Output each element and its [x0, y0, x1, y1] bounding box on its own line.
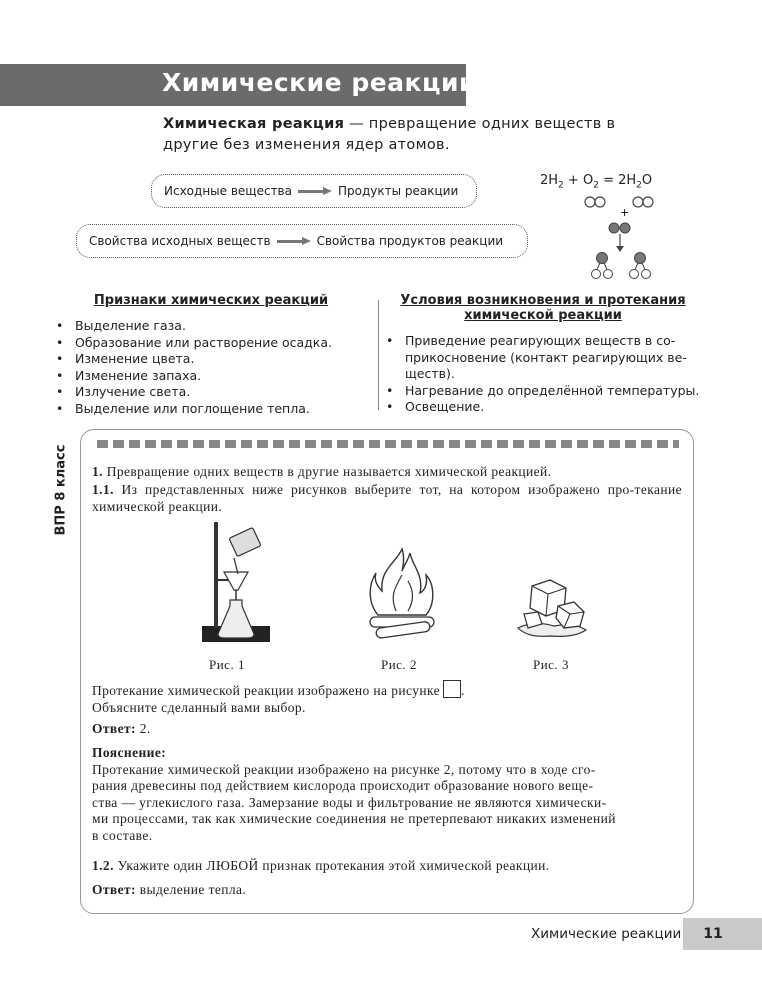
scheme-to: Свойства продуктов реакции: [316, 234, 504, 248]
definition-term: Химическая реакция: [163, 116, 345, 132]
dashed-divider: [97, 440, 679, 448]
list-item: • Образование или растворение осадка.: [50, 335, 370, 352]
list-item: • Выделение газа.: [50, 318, 370, 335]
h2-molecules-icon: [585, 197, 653, 207]
column-divider: [378, 300, 379, 410]
water-molecule-icon: [592, 253, 613, 279]
explanation-line: ми процессами, так как химические соединения не претерпевают никаких изменений: [92, 811, 616, 826]
question-1: 1. Превращение одних веществ в другие называется химической реакцией.: [92, 464, 552, 479]
question-1-1: 1.1. Из представленных ниже рисунков выберите тот, на котором изображено про-текание химической реакции.: [92, 482, 682, 514]
list-item: • Изменение цвета.: [50, 351, 370, 368]
arrow-right-icon: [277, 237, 311, 245]
scheme-row-properties: [76, 224, 528, 258]
explanation-line: в составе.: [92, 827, 153, 843]
side-label: ВПР 8 класс: [53, 444, 69, 536]
signs-list: [50, 318, 370, 418]
page-number: 11: [703, 926, 723, 942]
molecule-diagram: [580, 192, 670, 288]
arrow-right-icon: [298, 187, 332, 195]
definition-text: — превращение одних веществ в другие без изменения ядер атомов.: [163, 116, 616, 153]
ice-cubes-icon: [514, 572, 590, 642]
reaction-equation: $2H_2 + O_2 = 2H_2O$: [540, 173, 653, 191]
answer-prompt: Протекание химической реакции изображено на рисунке . Объясните сделанный вами выбор.: [92, 680, 682, 716]
figure-caption: Рис. 2: [381, 657, 417, 672]
explanation-line: рания древесины под действием кислорода происходит образование нового веще-: [92, 778, 594, 793]
figure-caption: Рис. 3: [533, 657, 569, 672]
page-title: Химические реакции: [162, 68, 478, 97]
explanation: [92, 745, 682, 844]
definition: [163, 114, 633, 156]
answer-box[interactable]: [443, 680, 461, 698]
list-item: • Нагревание до определённой температуры.: [380, 383, 705, 400]
filtration-apparatus-icon: [198, 518, 278, 648]
explanation-line: ства — углекислого газа. Замерзание воды и фильтрование не являются химически-: [92, 794, 607, 810]
explanation-line: Протекание химической реакции изображено на рисунке 2, потому что в ходе сго-: [92, 761, 596, 777]
question-1-2: 1.2. Укажите один ЛЮБОЙ признак протекания этой химической реакции.: [92, 858, 550, 873]
answer-2: Ответ: выделение тепла.: [92, 882, 247, 897]
answer-1: Ответ: 2.: [92, 721, 151, 736]
figure-caption: Рис. 1: [209, 657, 245, 672]
list-item: • Приведение реагирующих веществ в со-прикосновение (контакт реагирующих ве-ществ).: [380, 333, 705, 383]
footer-title: Химические реакции: [531, 926, 682, 942]
list-item: • Выделение или поглощение тепла.: [50, 401, 370, 418]
scheme-from: Свойства исходных веществ: [89, 234, 271, 248]
water-molecule-icon: [630, 253, 651, 279]
conditions-heading: Условия возникновения и протекания химической реакции: [400, 293, 686, 323]
scheme-to: Продукты реакции: [338, 184, 459, 198]
list-item: • Излучение света.: [50, 384, 370, 401]
signs-heading: Признаки химических реакций: [93, 293, 329, 308]
o2-molecule-icon: [609, 223, 630, 233]
scheme-from: Исходные вещества: [164, 184, 292, 198]
campfire-icon: [362, 545, 442, 647]
explanation-label: Пояснение:: [92, 745, 167, 760]
list-item: • Освещение.: [380, 399, 705, 416]
list-item: • Изменение запаха.: [50, 368, 370, 385]
conditions-list: [380, 333, 705, 416]
svg-text:+: +: [620, 206, 630, 219]
scheme-row-substances: [151, 174, 477, 208]
